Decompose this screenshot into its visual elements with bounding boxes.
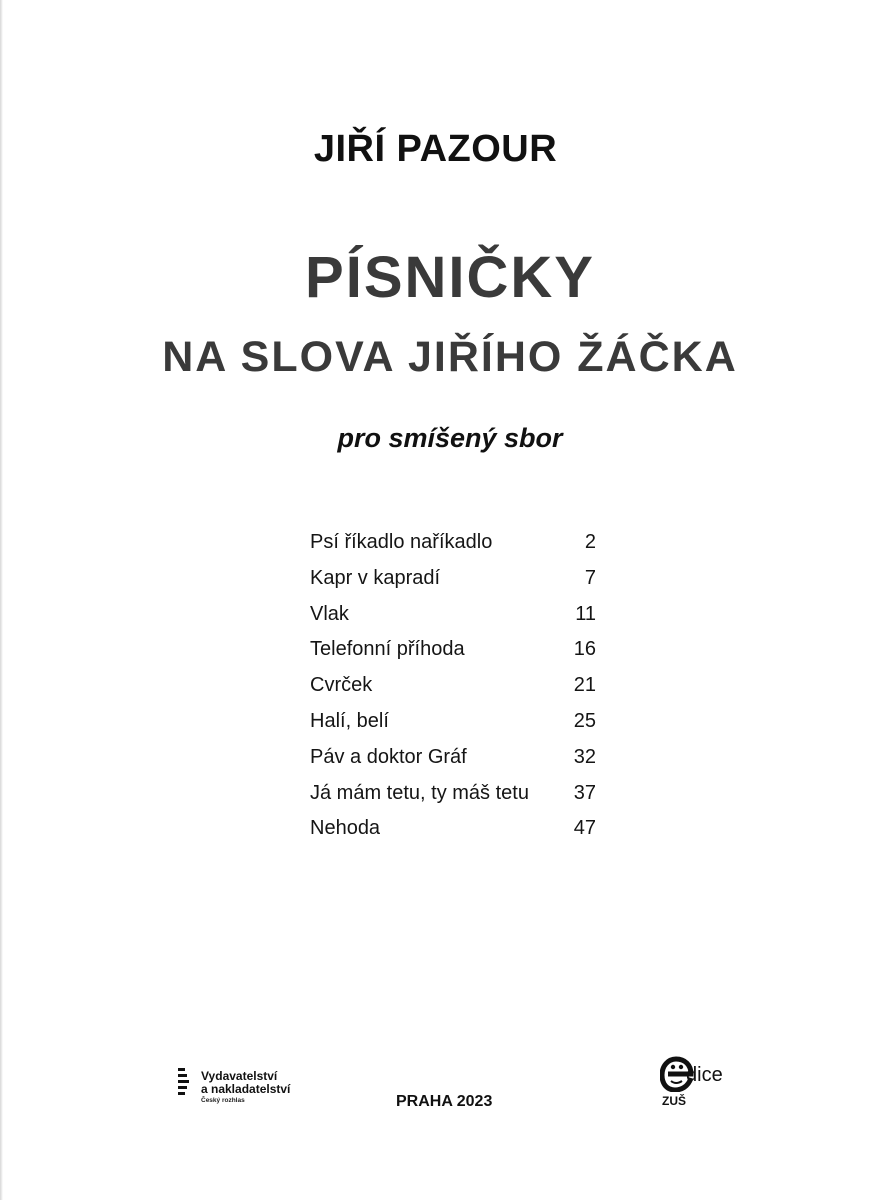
toc-title: Kapr v kapradí	[310, 566, 441, 589]
toc-title: Psí říkadlo naříkadlo	[310, 531, 493, 553]
publisher-name	[201, 1070, 290, 1096]
publisher-logo	[176, 1066, 356, 1116]
toc-page: 2	[584, 531, 596, 553]
toc-page: 11	[575, 602, 596, 625]
subtitle: pro smíšený sbor	[337, 423, 563, 453]
table-of-contents	[310, 525, 596, 847]
edition-logo	[660, 1056, 750, 1116]
toc-title: Halí, belí	[310, 709, 389, 732]
toc-page: 7	[584, 566, 596, 589]
toc-page: 21	[573, 674, 596, 697]
toc-title: Nehoda	[310, 817, 381, 840]
scan-edge	[0, 0, 3, 1200]
publisher-line1: Vydavatelství	[201, 1069, 278, 1083]
toc-title: Páv a doktor Gráf	[310, 745, 467, 768]
toc-row	[310, 740, 596, 776]
edition-word: dice	[686, 1064, 723, 1086]
author-name: JIŘÍ PAZOUR	[313, 128, 558, 170]
publisher-line2: a nakladatelství	[201, 1082, 291, 1096]
title-sub: NA SLOVA JIŘÍHO ŽÁČKA	[162, 333, 738, 381]
toc-row	[310, 811, 596, 847]
toc-title: Telefonní příhoda	[310, 638, 465, 661]
toc-page: 32	[573, 745, 596, 768]
toc-row	[310, 597, 596, 633]
publisher-stripes-icon	[176, 1066, 198, 1096]
toc-title: Já mám tetu, ty máš tetu	[310, 781, 529, 804]
toc-row	[310, 632, 596, 668]
toc-row	[310, 776, 596, 812]
toc-page: 25	[573, 709, 596, 732]
toc-row	[310, 704, 596, 740]
toc-row	[310, 525, 596, 561]
toc-page: 16	[573, 638, 596, 661]
toc-title: Cvrček	[310, 674, 373, 697]
edition-sub: ZUŠ	[662, 1094, 686, 1108]
toc-row	[310, 561, 596, 597]
place-year: PRAHA 2023	[396, 1093, 493, 1110]
toc-row	[310, 668, 596, 704]
toc-title: Vlak	[310, 602, 349, 625]
publisher-small: Český rozhlas	[201, 1097, 245, 1104]
title-main: PÍSNIČKY	[305, 245, 595, 310]
toc-page: 47	[573, 817, 596, 840]
toc-page: 37	[573, 781, 596, 804]
